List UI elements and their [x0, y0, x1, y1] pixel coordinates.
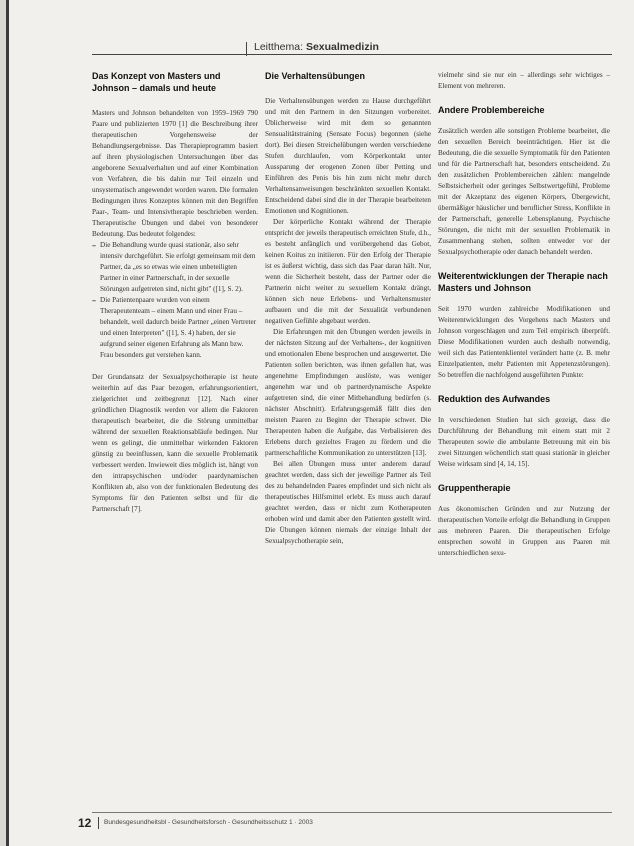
footer-divider	[98, 817, 99, 829]
col3-paragraph-4: Aus ökonomischen Gründen und zur Nutzung der therapeutischen Vorteile erfolgt die Behandlung in Gruppen aus mehreren Paaren. Die therapeutischen Erfolge entsprechen sowohl in Gruppen aus Paaren mit unterschiedlichen sexu-	[438, 505, 610, 557]
header-prefix: Leitthema:	[254, 41, 304, 53]
list-item	[92, 295, 258, 361]
section-heading-concept: Das Konzept von Masters und Johnson – damals und heute	[92, 71, 221, 93]
col2-paragraph-2: Der körperliche Kontakt während der Therapie entspricht der jeweils therapeutisch erreichten Stufe, d.h., es besteht anfänglich und vorübergehend das Gebot, keinen Koitus zu initiieren. Für den Erfolg der Therapie ist es äußerst wichtig, dass sich das Paar daran hält. Nur, wenn die Sicherheit besteht, dass der Partner oder die Partnerin nicht weiter zu sexuellem Kontakt drängt, können sich neue Erlebens- und Verhaltensmuster aufbauen und die mit der Sexualität verbundenen negativen Gefühle abgebaut werden.	[265, 218, 431, 325]
page-edge	[6, 0, 9, 846]
list-item-text: Die Patientenpaare wurden von einem Therapeutenteam – einem Mann und einer Frau – behandelt, weil dadurch beide Partner „einen Vertreter und einen Interpreten" ([1], S. 4) haben, der sie aufgrund seiner eigenen Erfahrung als Mann bzw. Frau besonders gut verstehen kann.	[100, 296, 257, 359]
col2-paragraph-1: Die Verhaltensübungen werden zu Hause durchgeführt und mit den Partnern in den Sitzungen vorbereitet. Üblicherweise wird mit dem so genannten Sensualitätstraining (Sensate Focus) begonnen (siehe dort). Bei diesen Streichelübungen werden verschiedene Stufen durchlaufen, vom Körperkontakt unter Aussparung der erogenen Zonen über Petting und Einführen des Penis bis hin zum nicht mehr durch Verhaltensanweisungen beschränkten sexuellen Kontakt. Entscheidend dabei sind die in der Therapie bearbeiteten Emotionen und Kognitionen.	[265, 97, 431, 215]
dash-bullet-icon: –	[92, 241, 96, 250]
header-topic: Sexualmedizin	[305, 41, 379, 53]
col2-paragraph-3: Die Erfahrungen mit den Übungen werden jeweils in der nächsten Sitzung auf der Verhaltens-, der kognitiven und emotionalen Ebene besprochen und ausgewertet. Die Patienten sollen berichten, was ihnen gefallen hat, was angenehme Empfindungen auslöste, was weniger angenehm war und ob partnerdynamische Aspekte aufgetreten sind, die einer Mitbehandlung bedürfen (s. nächster Abschnitt). Erfahrungsgemäß fällt dies den meisten Paaren zu Beginn der Therapie schwer. Die Therapeuten haben die Aufgabe, das Verbalisieren des Erlebens durch gezieltes Fragen zu fördern und die partnerschaftliche Kommunikation zu unterstützen [13].	[265, 328, 431, 457]
col2-paragraph-4: Bei allen Übungen muss unter anderem darauf geachtet werden, dass sich der jeweilige Partner als Teil des zu behandelnden Paares empfindet und sich nicht als therapeutisches Hilfsmittel erlebt. Es muss auch darauf geachtet werden, dass er nicht zum Kotherapeuten erhoben wird und damit aber den Patienten gestellt wird. Die Übungen können niemals der einzige Inhalt der Sexualpsychotherapie sein,	[265, 460, 431, 545]
dash-bullet-icon: –	[92, 296, 96, 305]
footer-rule	[92, 812, 612, 813]
section-heading-reduction: Reduktion des Aufwandes	[438, 394, 551, 404]
section-heading-group-therapy: Gruppentherapie	[438, 483, 511, 493]
col3-paragraph-1: Zusätzlich werden alle sonstigen Probleme bearbeitet, die den sexuellen Bereich beeinträchtigen. Hier ist die Bedeutung, die die sexuelle Symptomatik für den Patienten und für die Partnerschaft hat, besonders entscheidend. Zu den zusätzlichen Problembereichen zählen: mangelnde Selbstsicherheit oder geringes Selbstwertgefühl, Probleme mit der Akzeptanz des eigenen Körpers, Übergewicht, übermäßiger häuslicher und beruflicher Stress, Konflikte in der Partnerschaft, generelle Lebensplanung. Psychische Störungen, die nicht mit der sexuellen Problematik in Zusammenhang stehen, sollten entweder vor der Sexualpsychotherapie oder danach behandelt werden.	[438, 127, 610, 256]
col3-paragraph-0: vielmehr sind sie nur ein – allerdings sehr wichtiges – Element von mehreren.	[438, 71, 610, 90]
column-2	[265, 70, 431, 547]
footer-citation: Bundesgesundheitsbl - Gesundheitsforsch - Gesundheitsschutz 1 · 2003	[104, 819, 313, 826]
section-heading-exercises: Die Verhaltensübungen	[265, 71, 366, 81]
running-header	[254, 41, 379, 53]
col3-paragraph-2: Seit 1970 wurden zahlreiche Modifikationen und Weiterentwicklungen des Vorgehens nach Masters und Johnson vorgeschlagen und zum Teil empirisch überprüft. Diese Modifikationen wurden auch deshalb notwendig, weil sich das Patientenklientel verändert hatte (z. B. mehr Einzelpatienten, mehr Patienten mit Appetenzstörungen). So betreffen die nachfolgend ausgeführten Punkte:	[438, 305, 610, 379]
header-rule	[92, 54, 612, 55]
col1-paragraph-1: Masters und Johnson behandelten von 1959–1969 790 Paare und publizierten 1970 [1] die Beschreibung ihrer therapeutischen Vorgehensweise der Behandlungsergebnisse. Das Therapieprogramm basiert auf ihren physiologischen Untersuchungen über das angeborene Sexualverhalten und auf einer Kombination von Verfahren, die bis dahin nur Teil einzeln und unsystematisch angewendet worden waren. Die formalen Bedingungen ihres Konzeptes können mit den Begriffen Paar-, Team- und Intensivtherapie beschrieben werden. Therapeutische Übungen und dabei von besonderer Bedeutung. Das bedeutet folgendes:	[92, 109, 258, 238]
col3-paragraph-3: In verschiedenen Studien hat sich gezeigt, dass die Durchführung der Behandlung mit einem statt mit 2 Therapeuten sowie die ambulante Betreuung mit ein bis zwei Sitzungen wöchentlich statt quasi stationär in gleicher Weise wirksam sind [4, 14, 15].	[438, 416, 610, 468]
column-3	[438, 70, 610, 559]
section-heading-other-problems: Andere Problembereiche	[438, 105, 545, 115]
section-heading-developments: Weiterentwicklungen der Therapie nach Masters und Johnson	[438, 271, 608, 293]
col1-paragraph-2: Der Grundansatz der Sexualpsychotherapie ist heute weiterhin auf das Paar bezogen, erfahrungsorientiert, zielgerichtet und zeitbegrenzt [12]. Nach einer gründlichen Diagnostik werden vor allem die Faktoren therapeutisch bearbeitet, die die Störung unmittelbar während der sexuellen Reaktionsabläufe bedingen. Nur wenn es gelingt, die unmittelbar wirkenden Faktoren günstig zu beeinflussen, kann die sexuelle Problematik verbessert werden. Inwieweit dies möglich ist, hängt von den intrapsychischen und/oder paardynamischen Konflikten ab, also von der funktionalen Bedeutung des Symptoms für den Patienten selbst und für die Partnerschaft [7].	[92, 373, 258, 513]
page-number: 12	[78, 816, 92, 830]
list-item-text: Die Behandlung wurde quasi stationär, also sehr intensiv durchgeführt. Sie erfolgt gemeinsam mit dem Partner, da „es so etwas wie einen unbeteiligten Partner in einer Partnerschaft, in der sexuelle Störungen aufgetreten sind, nicht gibt" ([1], S. 2).	[100, 241, 256, 293]
list-item	[92, 240, 258, 295]
column-1	[92, 70, 258, 515]
